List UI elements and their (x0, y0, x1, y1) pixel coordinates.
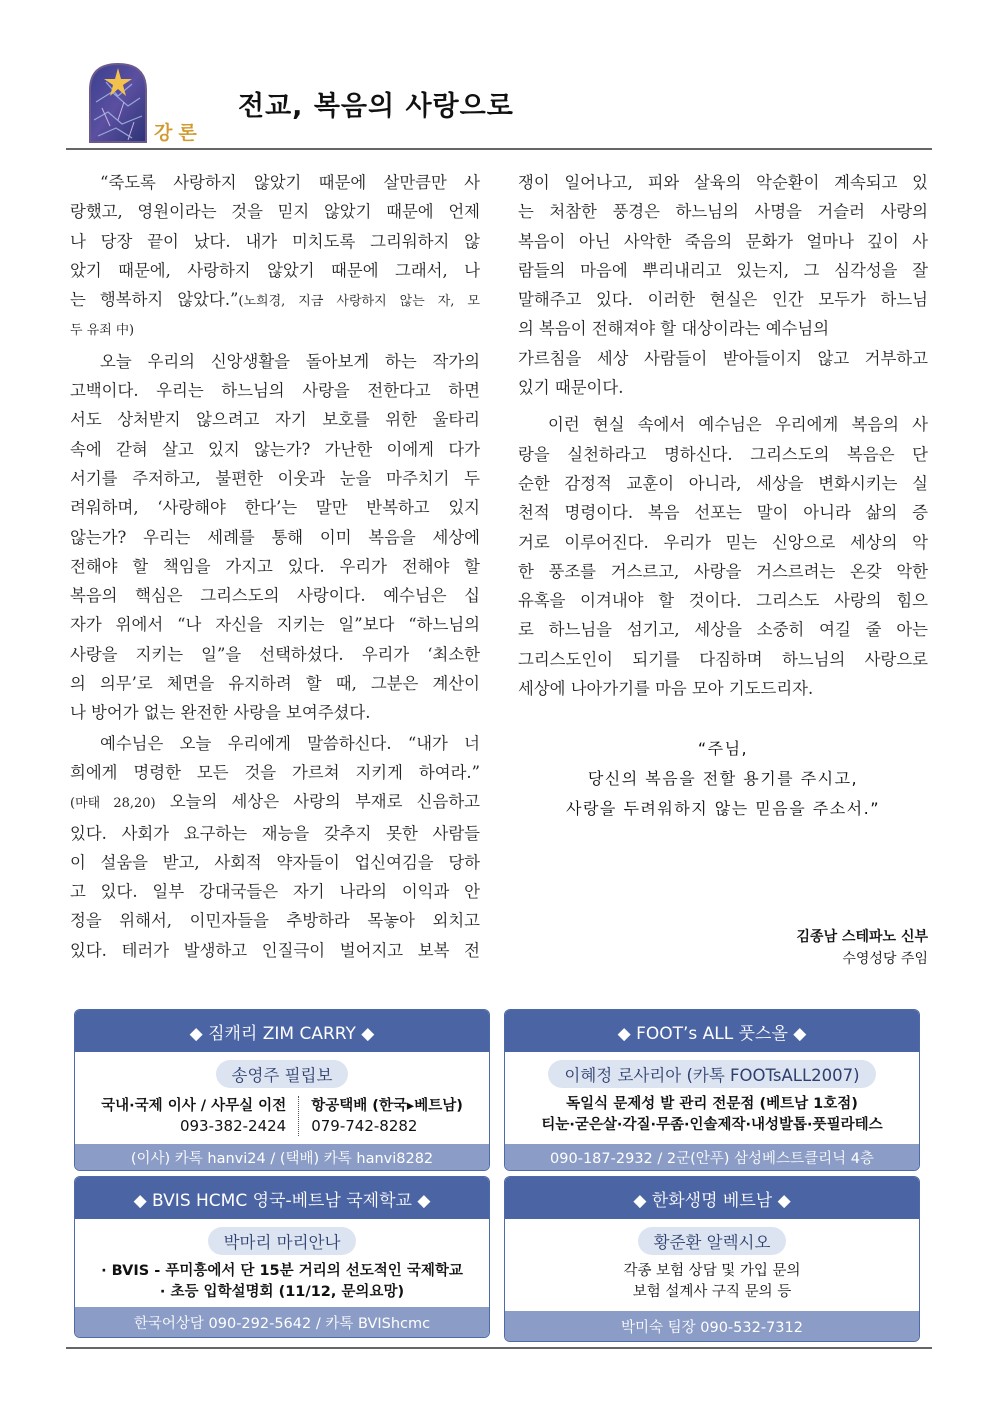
top-divider (66, 148, 932, 150)
contact-name: 송영주 필립보 (216, 1060, 349, 1088)
stained-glass-window-icon (88, 62, 148, 144)
ad-line: 각종 보험 상담 및 가입 문의 (623, 1263, 801, 1279)
ad-header: ◆ 한화생명 베트남 ◆ (505, 1177, 919, 1219)
text-line: 고백이다. 우리는 하느님의 사랑을 전한다고 하면 (70, 381, 480, 401)
ad-foots-all[interactable] (504, 1009, 920, 1171)
prayer-line: 당신의 복음을 전할 용기를 주시고, (587, 769, 859, 788)
text-line: 한 풍조를 거스르고, 사랑을 거스르려는 온갖 악한 (518, 561, 928, 581)
text-line: 있기 때문이다. (518, 378, 624, 398)
ad-line: 독일식 문제성 발 관리 전문점 (베트남 1호점) (566, 1096, 858, 1112)
paragraph-quote (70, 168, 480, 346)
text-line: 천적 명령이다. 복음 선포는 말이 아니라 삶의 증 (518, 503, 928, 523)
contact-name (548, 1060, 875, 1088)
ad-body (75, 1219, 489, 1303)
service-moving (101, 1096, 299, 1136)
paragraph-reflection (70, 347, 480, 728)
ad-body (505, 1052, 919, 1136)
ad-line: · 초등 입학설명회 (11/12, 문의요망) (159, 1284, 405, 1300)
author-block (797, 926, 928, 970)
ad-description (505, 1261, 919, 1303)
text-line: 았기 때문에, 사랑하지 않았기 때문에 그래서, 나 (70, 260, 480, 280)
ad-line: 보험 설계사 구직 문의 등 (632, 1284, 792, 1300)
text-line: 오늘 우리의 신앙생활을 돌아보게 하는 작가의 (100, 351, 480, 371)
contact-kakao: (카톡 FOOTsALL2007) (681, 1066, 860, 1085)
prayer-line: “주님, (697, 739, 749, 758)
prayer-line: 사랑을 두려워하지 않는 믿음을 주소서.” (565, 799, 880, 818)
text-line (70, 285, 480, 316)
text-line: 정을 위해서, 이민자들을 추방하라 목놓아 외치고 (70, 911, 480, 931)
phone-number: 093-382-2424 (179, 1117, 287, 1135)
ad-footer: 090-187-2932 / 2군(안푸) 삼성베스트클리닉 4층 (505, 1144, 919, 1170)
text-line: 자가 위에서 “나 자신을 지키는 일”보다 “하느님의 (70, 615, 480, 635)
text-line: 복음의 핵심은 그리스도의 사랑이다. 예수님은 십 (70, 586, 480, 606)
ad-body (75, 1052, 489, 1136)
ad-description (75, 1261, 489, 1303)
text-line: 속에 갇혀 살고 있지 않는가? 가난한 이에게 다가 (70, 439, 480, 459)
text-line: 고 있다. 일부 강대국들은 자기 나라의 이익과 안 (70, 882, 480, 902)
ad-header: ◆ FOOT’s ALL 풋스올 ◆ (505, 1010, 919, 1052)
text-line: 나 방어가 없는 완전한 사랑을 보여주셨다. (70, 703, 371, 723)
ad-bvis[interactable] (74, 1176, 490, 1338)
bottom-divider (66, 1347, 932, 1349)
text-line: 로 하느님을 섬기고, 세상을 소중히 여길 줄 아는 (518, 620, 928, 640)
sermon-left-column (70, 168, 480, 966)
ad-header: ◆ BVIS HCMC 영국-베트남 국제학교 ◆ (75, 1177, 489, 1219)
contact-name: 박마리 마리안나 (208, 1227, 357, 1255)
text-line: 있다. 테러가 발생하고 인질극이 벌어지고 보복 전 (70, 940, 480, 960)
service-columns (75, 1096, 489, 1136)
text-line: 서기를 주저하고, 불편한 이웃과 눈을 마주치기 두 (70, 468, 480, 488)
text-line: 그리스도인이 되기를 다짐하며 하느님의 사랑으로 (518, 649, 928, 669)
service-label: 항공택배 (한국▸베트남) (311, 1098, 463, 1114)
text-line: 서도 상처받지 않으려고 자기 보호를 위한 울타리 (70, 410, 480, 430)
citation: 두 유죄 中) (70, 323, 135, 339)
text-line: 복음이 아닌 사악한 죽음의 문화가 얼마나 깊이 사 (518, 231, 928, 251)
text-line: 거로 이루어진다. 우리가 믿는 신앙으로 세상의 악 (518, 532, 928, 552)
ad-footer: 한국어상담 090-292-5642 / 카톡 BVIShcmc (75, 1307, 489, 1337)
ad-footer: (이사) 카톡 hanvi24 / (택배) 카톡 hanvi8282 (75, 1144, 489, 1170)
author-role: 수영성당 주임 (842, 951, 928, 967)
text-line: 람들의 마음에 뿌리내리고 있는지, 그 심각성을 잘 (518, 260, 928, 280)
text-line: “죽도록 사랑하지 않았기 때문에 살만큼만 사 (100, 173, 480, 192)
sermon-right-column (518, 168, 928, 704)
text-line: 가르침을 세상 사람들이 받아들이지 않고 거부하고 (518, 348, 928, 368)
ad-zim-carry[interactable] (74, 1009, 490, 1171)
paragraph-continuation (518, 168, 928, 402)
ad-hanwha-life[interactable] (504, 1176, 920, 1342)
text-line: 려워하며, ‘사랑해야 한다’는 말만 반복하고 있지 (70, 498, 480, 518)
text-line: 예수님은 오늘 우리에게 말씀하신다. “내가 너 (100, 733, 480, 753)
page-title: 전교, 복음의 사랑으로 (238, 91, 514, 122)
text-line: 이 설움을 받고, 사회적 약자들이 업신여김을 당하 (70, 852, 480, 872)
ad-body (505, 1219, 919, 1303)
text-line: 순한 감정적 교훈이 아니라, 세상을 변화시키는 실 (518, 473, 928, 493)
text-line: 는 처참한 풍경은 하느님의 사명을 거슬러 사랑의 (518, 202, 928, 222)
ad-header: ◆ 짐캐리 ZIM CARRY ◆ (75, 1010, 489, 1052)
text-line: 있다. 사회가 요구하는 재능을 갖추지 못한 사람들 (70, 823, 480, 843)
closing-prayer (518, 734, 928, 824)
text-fragment: 오늘의 세상은 사랑의 부재로 신음하고 (155, 792, 480, 812)
ad-footer: 박미숙 팀장 090-532-7312 (505, 1311, 919, 1341)
text-line: 랑을 실천하라고 명하신다. 그리스도의 복음은 단 (518, 444, 928, 464)
text-line (70, 787, 480, 818)
text-line: 않는가? 우리는 세례를 통해 이미 복음을 세상에 (70, 527, 480, 547)
text-line: 유혹을 이겨내야 할 것이다. 그리스도 사랑의 힘으 (518, 591, 928, 611)
ad-line: 티눈·굳은살·각질·무좀·인솔제작·내성발톱·풋필라테스 (541, 1117, 883, 1133)
text-line: 의 의무’로 체면을 유지하려 할 때, 그분은 계산이 (70, 674, 480, 694)
text-line: 랑했고, 영원이라는 것을 믿지 않았기 때문에 언제 (70, 202, 480, 222)
scripture-reference: (마태 28,20) (70, 796, 156, 812)
ad-line: · BVIS - 푸미흥에서 단 15분 거리의 선도적인 국제학교 (101, 1263, 463, 1279)
contact-name: 황준환 알렉시오 (638, 1227, 787, 1255)
text-line: 전해야 할 책임을 가지고 있다. 우리가 전해야 할 (70, 556, 480, 576)
paragraph-exhortation (518, 410, 928, 703)
citation: (노희경, 지금 사랑하지 않는 자, 모 (238, 294, 480, 310)
text-line: 나 당장 끝이 났다. 내가 미치도록 그리워하지 않 (70, 231, 480, 251)
paragraph-commandment (70, 729, 480, 965)
service-delivery (299, 1096, 463, 1136)
text-line: 이런 현실 속에서 예수님은 우리에게 복음의 사 (548, 415, 928, 435)
author-name: 김종남 스테파노 신부 (796, 929, 928, 945)
text-line: 쟁이 일어나고, 피와 살육의 악순환이 계속되고 있 (518, 173, 928, 192)
contact-label: 이혜정 로사리아 (564, 1066, 682, 1085)
section-label: 강론 (154, 122, 203, 144)
text-line: 사랑을 지키는 일”을 선택하셨다. 우리가 ‘최소한 (70, 644, 480, 664)
ad-description (505, 1094, 919, 1136)
text-line: 의 복음이 전해져야 할 대상이라는 예수님의 (518, 319, 830, 339)
phone-number: 079-742-8282 (311, 1117, 418, 1135)
text-line: 희에게 명령한 모든 것을 가르쳐 지키게 하여라.” (70, 762, 480, 782)
quote-tail: 는 행복하지 않았다.” (70, 290, 239, 310)
text-line: 말해주고 있다. 이러한 현실은 인간 모두가 하느님 (518, 290, 928, 310)
text-line: 세상에 나아가기를 마음 모아 기도드리자. (518, 679, 814, 699)
service-label: 국내·국제 이사 / 사무실 이전 (101, 1098, 287, 1114)
